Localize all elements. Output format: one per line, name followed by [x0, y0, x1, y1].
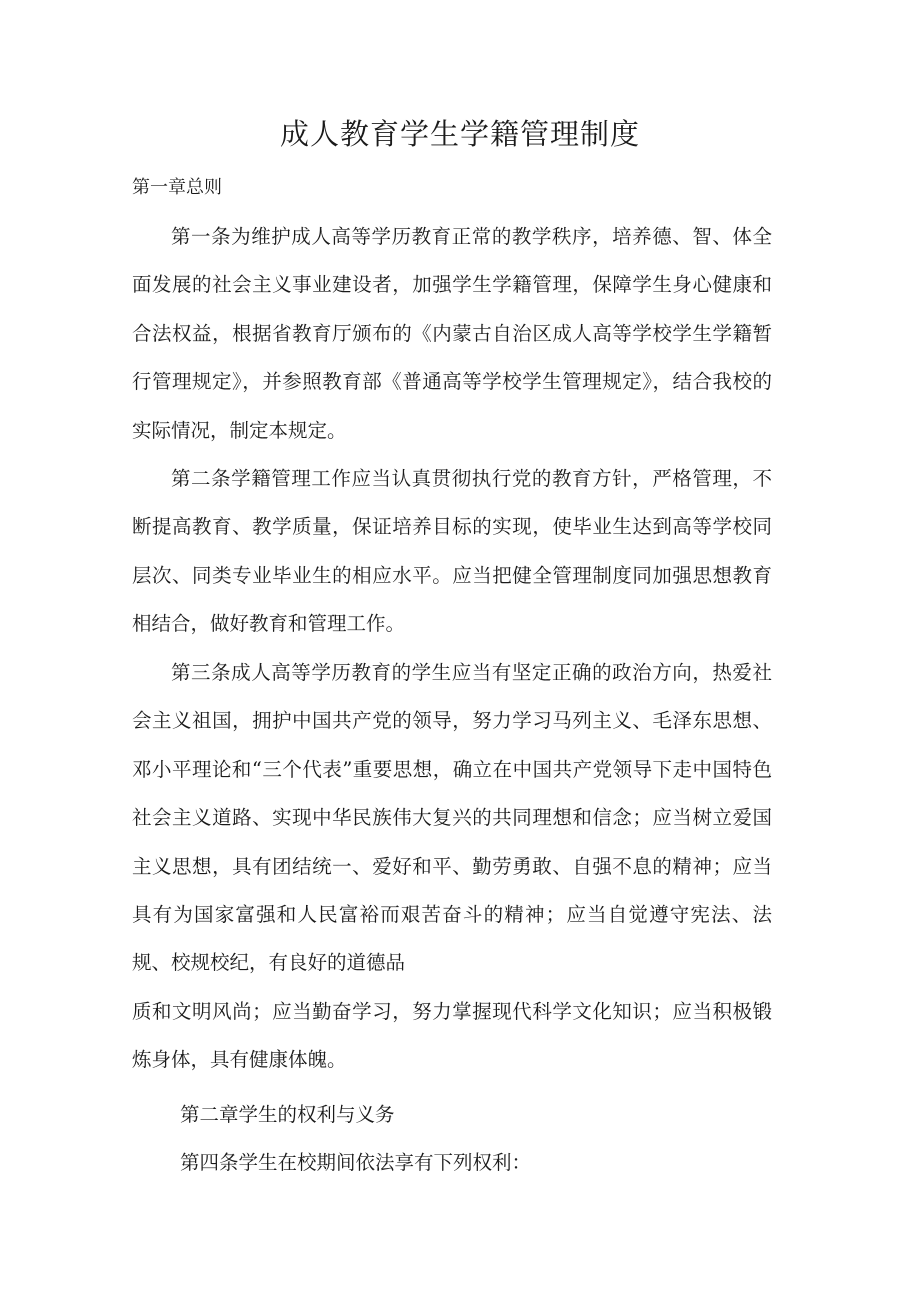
chapter-heading-2: 第二章学生的权利与义务: [180, 1103, 395, 1126]
document-title: 成人教育学生学籍管理制度: [279, 117, 640, 151]
article-2-paragraph: 第二条学籍管理工作应当认真贯彻执行党的教育方针，严格管理，不断提高教育、教学质量，保证培养目标的实现，使毕业生达到高等学校同层次、同类专业毕业生的相应水平。应当把健全管理制度同加强思想教育相结合，做好教育和管理工作。: [132, 467, 772, 636]
article-4-paragraph: 第四条学生在校期间依法享有下列权利：: [180, 1151, 532, 1174]
article-3-continuation: 质和文明风尚；应当勤奋学习，努力掌握现代科学文化知识；应当积极锻炼身体，具有健康体魄。: [132, 1000, 772, 1072]
chapter-heading-1: 第一章总则: [132, 177, 222, 198]
article-1-paragraph: 第一条为维护成人高等学历教育正常的教学秩序，培养德、智、体全面发展的社会主义事业建设者，加强学生学籍管理，保障学生身心健康和合法权益，根据省教育厅颁布的《内蒙古自治区成人高等学校学生学籍暂行管理规定》，并参照教育部《普通高等学校学生管理规定》，结合我校的实际情况，制定本规定。: [132, 225, 772, 442]
article-3-paragraph: 第三条成人高等学历教育的学生应当有坚定正确的政治方向，热爱社会主义祖国，拥护中国共产党的领导，努力学习马列主义、毛泽东思想、邓小平理论和“三个代表”重要思想，确立在中国共产党领导下走中国特色社会主义道路、实现中华民族伟大复兴的共同理想和信念；应当树立爱国主义思想，具有团结统一、爱好和平、勤劳勇敢、自强不息的精神；应当具有为国家富强和人民富裕而艰苦奋斗的精神；应当自觉遵守宪法、法规、校规校纪，有良好的道德品: [132, 661, 772, 975]
